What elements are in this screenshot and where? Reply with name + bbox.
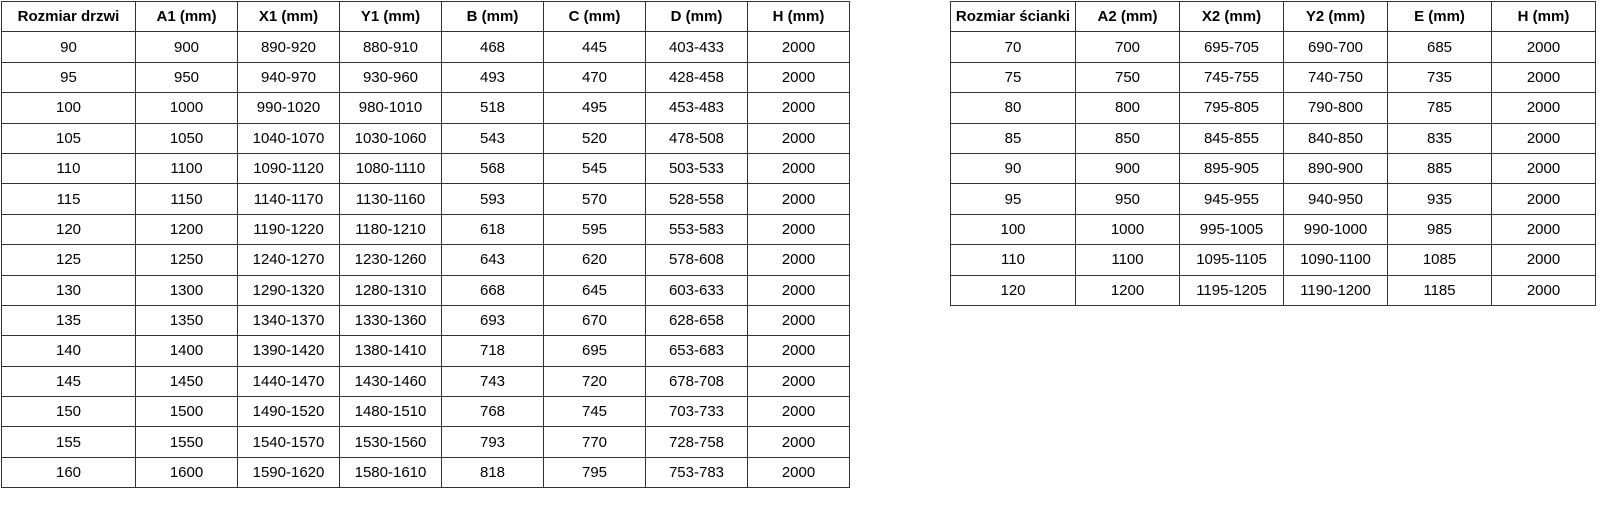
table-cell: 1185 — [1388, 275, 1492, 305]
table-cell: 618 — [442, 214, 544, 244]
table-cell: 735 — [1388, 62, 1492, 92]
table-cell: 1030-1060 — [340, 123, 442, 153]
table-row — [2, 153, 850, 183]
table-cell: 2000 — [1492, 62, 1596, 92]
table-cell: 1200 — [136, 214, 238, 244]
table-cell: 1200 — [1076, 275, 1180, 305]
table-row — [951, 123, 1596, 153]
table-cell: 593 — [442, 184, 544, 214]
table-cell: 695 — [544, 336, 646, 366]
table-cell: 890-920 — [238, 32, 340, 62]
table-cell: 155 — [2, 427, 136, 457]
wall-size-table — [950, 1, 1596, 306]
table-cell: 545 — [544, 153, 646, 183]
table-cell: 1500 — [136, 397, 238, 427]
table-cell: 1490-1520 — [238, 397, 340, 427]
table-row — [2, 366, 850, 396]
column-header: D (mm) — [646, 2, 748, 32]
table-cell: 110 — [2, 153, 136, 183]
table-cell: 160 — [2, 457, 136, 487]
column-header: Y1 (mm) — [340, 2, 442, 32]
table-cell: 695-705 — [1180, 32, 1284, 62]
table-cell: 2000 — [1492, 32, 1596, 62]
table-cell: 1550 — [136, 427, 238, 457]
table-cell: 95 — [2, 62, 136, 92]
table-cell: 745-755 — [1180, 62, 1284, 92]
table-cell: 728-758 — [646, 427, 748, 457]
table-cell: 1330-1360 — [340, 305, 442, 335]
wall-table-header-row — [951, 2, 1596, 32]
table-row — [951, 93, 1596, 123]
table-cell: 1150 — [136, 184, 238, 214]
table-cell: 693 — [442, 305, 544, 335]
table-row — [2, 32, 850, 62]
door-size-table — [1, 1, 850, 488]
table-cell: 1580-1610 — [340, 457, 442, 487]
table-cell: 2000 — [1492, 245, 1596, 275]
table-cell: 528-558 — [646, 184, 748, 214]
table-cell: 1090-1100 — [1284, 245, 1388, 275]
table-cell: 990-1000 — [1284, 214, 1388, 244]
table-cell: 470 — [544, 62, 646, 92]
table-cell: 950 — [1076, 184, 1180, 214]
table-row — [951, 214, 1596, 244]
table-cell: 980-1010 — [340, 93, 442, 123]
table-cell: 2000 — [748, 93, 850, 123]
table-cell: 543 — [442, 123, 544, 153]
column-header: A1 (mm) — [136, 2, 238, 32]
table-cell: 2000 — [748, 245, 850, 275]
table-cell: 145 — [2, 366, 136, 396]
table-cell: 628-658 — [646, 305, 748, 335]
table-cell: 100 — [2, 93, 136, 123]
table-cell: 1000 — [1076, 214, 1180, 244]
table-row — [2, 214, 850, 244]
table-cell: 1540-1570 — [238, 427, 340, 457]
table-row — [2, 245, 850, 275]
table-cell: 445 — [544, 32, 646, 62]
table-cell: 985 — [1388, 214, 1492, 244]
column-header: H (mm) — [1492, 2, 1596, 32]
table-cell: 110 — [951, 245, 1076, 275]
table-cell: 80 — [951, 93, 1076, 123]
table-cell: 900 — [136, 32, 238, 62]
table-cell: 835 — [1388, 123, 1492, 153]
table-cell: 940-970 — [238, 62, 340, 92]
column-header: H (mm) — [748, 2, 850, 32]
table-cell: 995-1005 — [1180, 214, 1284, 244]
table-cell: 1590-1620 — [238, 457, 340, 487]
table-row — [951, 153, 1596, 183]
table-cell: 643 — [442, 245, 544, 275]
table-cell: 2000 — [748, 336, 850, 366]
table-cell: 2000 — [748, 32, 850, 62]
table-cell: 140 — [2, 336, 136, 366]
table-cell: 790-800 — [1284, 93, 1388, 123]
table-cell: 520 — [544, 123, 646, 153]
table-cell: 940-950 — [1284, 184, 1388, 214]
table-cell: 845-855 — [1180, 123, 1284, 153]
table-cell: 595 — [544, 214, 646, 244]
column-header: Rozmiar ścianki — [951, 2, 1076, 32]
table-cell: 1600 — [136, 457, 238, 487]
table-cell: 840-850 — [1284, 123, 1388, 153]
table-cell: 890-900 — [1284, 153, 1388, 183]
table-cell: 578-608 — [646, 245, 748, 275]
table-cell: 1240-1270 — [238, 245, 340, 275]
table-row — [2, 397, 850, 427]
table-cell: 90 — [2, 32, 136, 62]
column-header: X2 (mm) — [1180, 2, 1284, 32]
table-cell: 653-683 — [646, 336, 748, 366]
table-cell: 900 — [1076, 153, 1180, 183]
table-cell: 403-433 — [646, 32, 748, 62]
table-cell: 768 — [442, 397, 544, 427]
table-cell: 880-910 — [340, 32, 442, 62]
table-cell: 120 — [2, 214, 136, 244]
table-cell: 2000 — [748, 214, 850, 244]
table-cell: 743 — [442, 366, 544, 396]
table-cell: 1280-1310 — [340, 275, 442, 305]
table-cell: 645 — [544, 275, 646, 305]
table-cell: 740-750 — [1284, 62, 1388, 92]
table-cell: 453-483 — [646, 93, 748, 123]
column-header: Y2 (mm) — [1284, 2, 1388, 32]
table-cell: 885 — [1388, 153, 1492, 183]
table-cell: 678-708 — [646, 366, 748, 396]
table-row — [2, 184, 850, 214]
table-cell: 2000 — [748, 397, 850, 427]
table-cell: 818 — [442, 457, 544, 487]
table-cell: 1190-1220 — [238, 214, 340, 244]
table-cell: 1100 — [136, 153, 238, 183]
table-cell: 950 — [136, 62, 238, 92]
table-cell: 2000 — [1492, 214, 1596, 244]
table-cell: 670 — [544, 305, 646, 335]
table-row — [951, 62, 1596, 92]
table-cell: 95 — [951, 184, 1076, 214]
table-cell: 478-508 — [646, 123, 748, 153]
table-row — [2, 427, 850, 457]
table-cell: 1130-1160 — [340, 184, 442, 214]
table-cell: 518 — [442, 93, 544, 123]
column-header: E (mm) — [1388, 2, 1492, 32]
table-cell: 100 — [951, 214, 1076, 244]
table-cell: 90 — [951, 153, 1076, 183]
table-cell: 2000 — [748, 275, 850, 305]
table-cell: 1100 — [1076, 245, 1180, 275]
table-cell: 895-905 — [1180, 153, 1284, 183]
table-cell: 1090-1120 — [238, 153, 340, 183]
table-row — [2, 275, 850, 305]
table-cell: 795 — [544, 457, 646, 487]
table-cell: 795-805 — [1180, 93, 1284, 123]
door-table-header-row — [2, 2, 850, 32]
table-cell: 2000 — [1492, 123, 1596, 153]
table-cell: 428-458 — [646, 62, 748, 92]
table-cell: 2000 — [748, 153, 850, 183]
table-cell: 1450 — [136, 366, 238, 396]
table-cell: 785 — [1388, 93, 1492, 123]
table-row — [2, 62, 850, 92]
column-header: B (mm) — [442, 2, 544, 32]
table-cell: 1190-1200 — [1284, 275, 1388, 305]
table-row — [2, 305, 850, 335]
table-cell: 495 — [544, 93, 646, 123]
column-header: A2 (mm) — [1076, 2, 1180, 32]
table-cell: 1050 — [136, 123, 238, 153]
table-row — [2, 336, 850, 366]
table-row — [951, 32, 1596, 62]
table-cell: 2000 — [748, 457, 850, 487]
table-cell: 2000 — [748, 62, 850, 92]
table-row — [2, 93, 850, 123]
table-cell: 2000 — [748, 123, 850, 153]
table-cell: 935 — [1388, 184, 1492, 214]
table-row — [951, 184, 1596, 214]
column-header: X1 (mm) — [238, 2, 340, 32]
table-cell: 930-960 — [340, 62, 442, 92]
table-cell: 115 — [2, 184, 136, 214]
table-cell: 1085 — [1388, 245, 1492, 275]
table-cell: 1095-1105 — [1180, 245, 1284, 275]
table-cell: 850 — [1076, 123, 1180, 153]
table-cell: 1080-1110 — [340, 153, 442, 183]
table-cell: 1350 — [136, 305, 238, 335]
table-cell: 718 — [442, 336, 544, 366]
table-cell: 568 — [442, 153, 544, 183]
column-header: C (mm) — [544, 2, 646, 32]
column-header: Rozmiar drzwi — [2, 2, 136, 32]
table-cell: 770 — [544, 427, 646, 457]
table-cell: 503-533 — [646, 153, 748, 183]
table-row — [2, 123, 850, 153]
table-cell: 668 — [442, 275, 544, 305]
table-cell: 2000 — [748, 184, 850, 214]
table-cell: 553-583 — [646, 214, 748, 244]
table-cell: 130 — [2, 275, 136, 305]
table-cell: 1195-1205 — [1180, 275, 1284, 305]
table-cell: 1390-1420 — [238, 336, 340, 366]
table-cell: 75 — [951, 62, 1076, 92]
table-cell: 570 — [544, 184, 646, 214]
table-cell: 1230-1260 — [340, 245, 442, 275]
table-cell: 2000 — [1492, 153, 1596, 183]
table-cell: 2000 — [1492, 275, 1596, 305]
table-cell: 700 — [1076, 32, 1180, 62]
table-cell: 1180-1210 — [340, 214, 442, 244]
table-cell: 2000 — [748, 427, 850, 457]
table-cell: 1380-1410 — [340, 336, 442, 366]
table-cell: 1340-1370 — [238, 305, 340, 335]
table-cell: 135 — [2, 305, 136, 335]
table-cell: 703-733 — [646, 397, 748, 427]
table-cell: 85 — [951, 123, 1076, 153]
table-row — [951, 275, 1596, 305]
table-cell: 1250 — [136, 245, 238, 275]
table-cell: 1440-1470 — [238, 366, 340, 396]
table-cell: 468 — [442, 32, 544, 62]
table-cell: 690-700 — [1284, 32, 1388, 62]
table-cell: 2000 — [1492, 184, 1596, 214]
table-cell: 493 — [442, 62, 544, 92]
table-cell: 120 — [951, 275, 1076, 305]
table-cell: 2000 — [1492, 93, 1596, 123]
table-cell: 1430-1460 — [340, 366, 442, 396]
table-cell: 150 — [2, 397, 136, 427]
table-cell: 125 — [2, 245, 136, 275]
table-cell: 720 — [544, 366, 646, 396]
table-cell: 800 — [1076, 93, 1180, 123]
table-cell: 750 — [1076, 62, 1180, 92]
table-cell: 620 — [544, 245, 646, 275]
table-cell: 685 — [1388, 32, 1492, 62]
table-cell: 1140-1170 — [238, 184, 340, 214]
table-cell: 1040-1070 — [238, 123, 340, 153]
table-cell: 1300 — [136, 275, 238, 305]
table-cell: 745 — [544, 397, 646, 427]
table-cell: 1530-1560 — [340, 427, 442, 457]
table-cell: 1290-1320 — [238, 275, 340, 305]
table-cell: 1480-1510 — [340, 397, 442, 427]
table-cell: 70 — [951, 32, 1076, 62]
table-row — [2, 457, 850, 487]
table-cell: 2000 — [748, 366, 850, 396]
table-cell: 990-1020 — [238, 93, 340, 123]
table-cell: 1000 — [136, 93, 238, 123]
table-cell: 2000 — [748, 305, 850, 335]
table-cell: 945-955 — [1180, 184, 1284, 214]
table-row — [951, 245, 1596, 275]
table-cell: 603-633 — [646, 275, 748, 305]
table-cell: 1400 — [136, 336, 238, 366]
table-cell: 105 — [2, 123, 136, 153]
table-cell: 753-783 — [646, 457, 748, 487]
table-cell: 793 — [442, 427, 544, 457]
